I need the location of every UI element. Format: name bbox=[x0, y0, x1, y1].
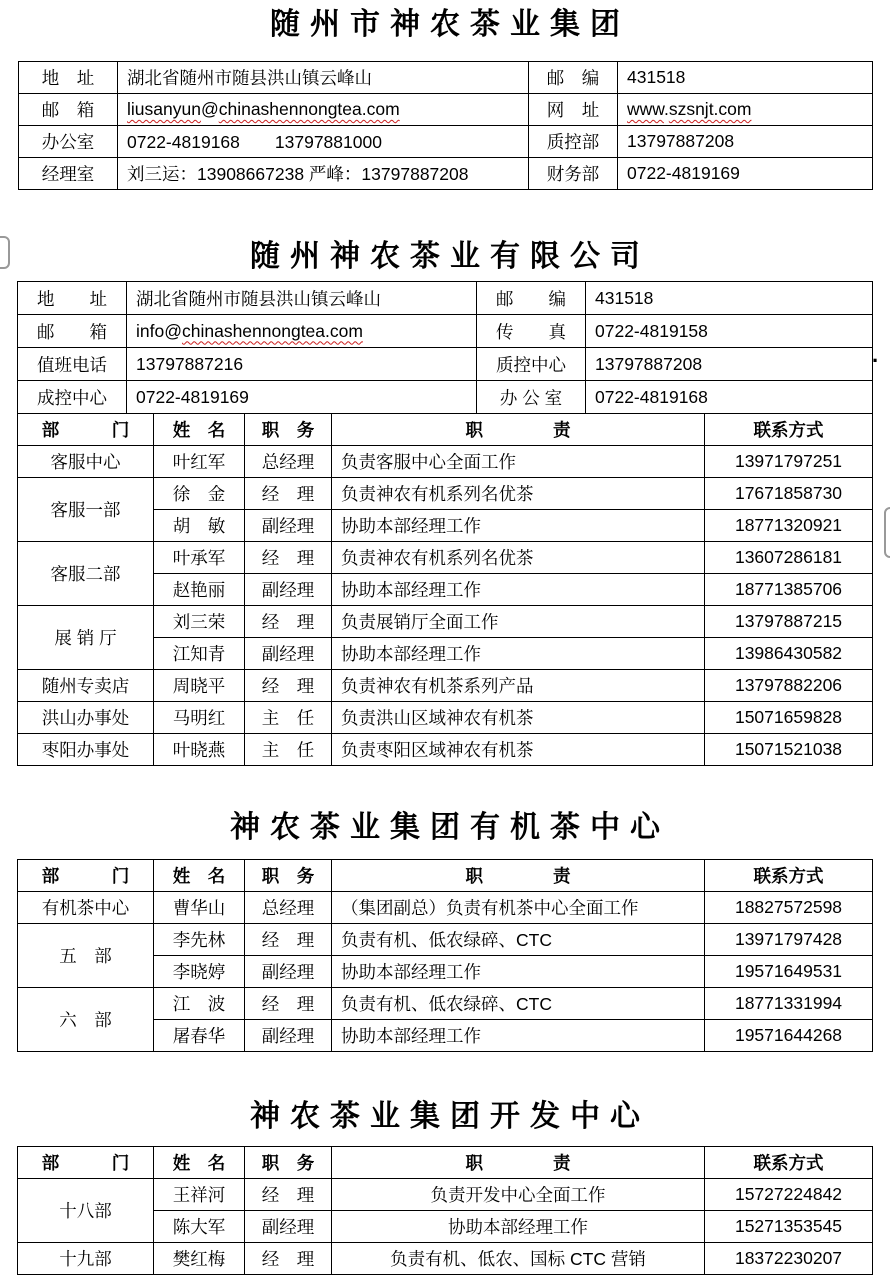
text-segment: 0722-4819169 bbox=[136, 386, 249, 407]
staff-header-row bbox=[18, 859, 873, 891]
dept-cell: 十九部 bbox=[18, 1242, 154, 1274]
name-cell: 马明红 bbox=[154, 701, 245, 733]
staff-row bbox=[18, 1178, 873, 1210]
contact-row bbox=[19, 94, 873, 126]
phone-cell: 15271353545 bbox=[705, 1210, 873, 1242]
duty-cell: 协助本部经理工作 bbox=[332, 573, 705, 605]
stray-period: . bbox=[872, 342, 879, 367]
right-edge-handle[interactable] bbox=[884, 507, 890, 558]
contact-label: 成控中心 bbox=[18, 381, 127, 414]
position-cell: 副经理 bbox=[245, 637, 332, 669]
position-cell: 总经理 bbox=[245, 445, 332, 477]
staff-row bbox=[18, 701, 873, 733]
staff-header-cell: 职 责 bbox=[332, 413, 705, 445]
position-cell: 主 任 bbox=[245, 701, 332, 733]
contact-row bbox=[18, 315, 873, 348]
dept-cell: 客服中心 bbox=[18, 445, 154, 477]
contact-value bbox=[618, 126, 873, 158]
text-segment: liusanyun bbox=[127, 99, 201, 119]
contact-value bbox=[118, 126, 529, 158]
phone-cell: 19571644268 bbox=[705, 1019, 873, 1051]
dev-center-staff-table bbox=[17, 1146, 873, 1275]
contact-value bbox=[618, 94, 873, 126]
phone-cell: 19571649531 bbox=[705, 955, 873, 987]
contact-label: 值班电话 bbox=[18, 348, 127, 381]
duty-cell: 负责神农有机系列名优茶 bbox=[332, 541, 705, 573]
contact-label: 财务部 bbox=[529, 158, 618, 190]
staff-header-cell: 职 责 bbox=[332, 859, 705, 891]
staff-header-cell: 姓 名 bbox=[154, 1146, 245, 1178]
text-segment: 431518 bbox=[595, 287, 654, 308]
contact-row bbox=[18, 282, 873, 315]
staff-header-cell: 联系方式 bbox=[705, 1146, 873, 1178]
position-cell: 经 理 bbox=[245, 923, 332, 955]
name-cell: 周晓平 bbox=[154, 669, 245, 701]
phone-cell: 18771320921 bbox=[705, 509, 873, 541]
position-cell: 经 理 bbox=[245, 1178, 332, 1210]
position-cell: 总经理 bbox=[245, 891, 332, 923]
staff-row bbox=[18, 1242, 873, 1274]
text-segment: 0722-4819158 bbox=[595, 320, 708, 341]
staff-header-cell: 职 务 bbox=[245, 859, 332, 891]
name-cell: 赵艳丽 bbox=[154, 573, 245, 605]
contact-label: 办公室 bbox=[19, 126, 118, 158]
contact-value bbox=[118, 62, 529, 94]
staff-header-cell: 部 门 bbox=[18, 859, 154, 891]
dept-cell: 十八部 bbox=[18, 1178, 154, 1242]
staff-header-row bbox=[18, 413, 873, 445]
text-segment: 0722-4819169 bbox=[627, 163, 740, 183]
position-cell: 经 理 bbox=[245, 1242, 332, 1274]
contact-label: 质控部 bbox=[529, 126, 618, 158]
staff-row bbox=[18, 987, 873, 1019]
dept-cell: 有机茶中心 bbox=[18, 891, 154, 923]
contact-label: 地 址 bbox=[18, 282, 127, 315]
contact-value bbox=[127, 315, 477, 348]
staff-header-cell: 部 门 bbox=[18, 413, 154, 445]
contact-label: 网 址 bbox=[529, 94, 618, 126]
name-cell: 叶红军 bbox=[154, 445, 245, 477]
position-cell: 经 理 bbox=[245, 477, 332, 509]
contact-value bbox=[118, 94, 529, 126]
text-segment: 刘三运：13908667238 严峰：13797887208 bbox=[127, 164, 469, 184]
dept-cell: 洪山办事处 bbox=[18, 701, 154, 733]
duty-cell: 负责有机、低农绿碎、CTC bbox=[332, 987, 705, 1019]
name-cell: 刘三荣 bbox=[154, 605, 245, 637]
dept-cell: 枣阳办事处 bbox=[18, 733, 154, 765]
dept-cell: 客服二部 bbox=[18, 541, 154, 605]
duty-cell: 负责有机、低农、国标 CTC 营销 bbox=[332, 1242, 705, 1274]
position-cell: 经 理 bbox=[245, 987, 332, 1019]
name-cell: 王祥河 bbox=[154, 1178, 245, 1210]
staff-row bbox=[18, 477, 873, 509]
position-cell: 主 任 bbox=[245, 733, 332, 765]
phone-cell: 18771331994 bbox=[705, 987, 873, 1019]
dept-cell: 六 部 bbox=[18, 987, 154, 1051]
contact-value bbox=[586, 381, 873, 414]
section-title-company: 随州神农茶业有限公司 bbox=[250, 240, 650, 273]
position-cell: 副经理 bbox=[245, 955, 332, 987]
text-segment: 0722-4819168 13797881000 bbox=[127, 132, 382, 152]
name-cell: 李晓婷 bbox=[154, 955, 245, 987]
staff-row bbox=[18, 669, 873, 701]
contact-label: 办 公 室 bbox=[477, 381, 586, 414]
position-cell: 经 理 bbox=[245, 605, 332, 637]
duty-cell: 负责客服中心全面工作 bbox=[332, 445, 705, 477]
contact-row bbox=[18, 381, 873, 414]
contact-value bbox=[586, 282, 873, 315]
phone-cell: 13607286181 bbox=[705, 541, 873, 573]
contact-label: 邮 箱 bbox=[18, 315, 127, 348]
text-segment: @ bbox=[200, 99, 219, 119]
name-cell: 屠春华 bbox=[154, 1019, 245, 1051]
group-contact-table bbox=[18, 61, 873, 190]
contact-row bbox=[19, 126, 873, 158]
phone-cell: 15071521038 bbox=[705, 733, 873, 765]
contact-label: 经理室 bbox=[19, 158, 118, 190]
name-cell: 江知青 bbox=[154, 637, 245, 669]
text-segment: 13797887216 bbox=[136, 353, 244, 374]
section-title-dev-center: 神农茶业集团开发中心 bbox=[250, 1099, 650, 1133]
staff-header-cell: 姓 名 bbox=[154, 413, 245, 445]
phone-cell: 15727224842 bbox=[705, 1178, 873, 1210]
text-segment: 431518 bbox=[627, 67, 686, 87]
name-cell: 徐 金 bbox=[154, 477, 245, 509]
phone-cell: 13797882206 bbox=[705, 669, 873, 701]
text-segment: 13797887208 bbox=[595, 353, 703, 374]
staff-header-cell: 联系方式 bbox=[705, 413, 873, 445]
contact-value bbox=[127, 348, 477, 381]
phone-cell: 13797887215 bbox=[705, 605, 873, 637]
staff-row bbox=[18, 733, 873, 765]
contact-label: 邮 编 bbox=[529, 62, 618, 94]
text-segment: 13797887208 bbox=[627, 131, 735, 151]
staff-row bbox=[18, 445, 873, 477]
duty-cell: 负责神农有机系列名优茶 bbox=[332, 477, 705, 509]
contact-value bbox=[118, 158, 529, 190]
name-cell: 胡 敏 bbox=[154, 509, 245, 541]
dept-cell: 五 部 bbox=[18, 923, 154, 987]
contact-value bbox=[127, 282, 477, 315]
name-cell: 樊红梅 bbox=[154, 1242, 245, 1274]
name-cell: 叶晓燕 bbox=[154, 733, 245, 765]
contact-row bbox=[18, 348, 873, 381]
phone-cell: 13971797251 bbox=[705, 445, 873, 477]
contact-label: 传 真 bbox=[477, 315, 586, 348]
company-contact-table bbox=[17, 281, 873, 414]
dept-cell: 客服一部 bbox=[18, 477, 154, 541]
phone-cell: 15071659828 bbox=[705, 701, 873, 733]
contact-label: 邮 编 bbox=[477, 282, 586, 315]
phone-cell: 18771385706 bbox=[705, 573, 873, 605]
duty-cell: 协助本部经理工作 bbox=[332, 637, 705, 669]
section-title-group: 随州市神农茶业集团 bbox=[270, 8, 630, 41]
name-cell: 陈大军 bbox=[154, 1210, 245, 1242]
name-cell: 曹华山 bbox=[154, 891, 245, 923]
text-segment: szsnjt.com bbox=[668, 99, 752, 119]
phone-cell: 13971797428 bbox=[705, 923, 873, 955]
duty-cell: （集团副总）负责有机茶中心全面工作 bbox=[332, 891, 705, 923]
duty-cell: 协助本部经理工作 bbox=[332, 1019, 705, 1051]
contact-label: 质控中心 bbox=[477, 348, 586, 381]
contact-row bbox=[19, 158, 873, 190]
duty-cell: 负责展销厅全面工作 bbox=[332, 605, 705, 637]
duty-cell: 负责开发中心全面工作 bbox=[332, 1178, 705, 1210]
staff-header-cell: 部 门 bbox=[18, 1146, 154, 1178]
name-cell: 李先林 bbox=[154, 923, 245, 955]
contact-value bbox=[586, 315, 873, 348]
name-cell: 江 波 bbox=[154, 987, 245, 1019]
staff-header-cell: 职 责 bbox=[332, 1146, 705, 1178]
contact-value bbox=[618, 158, 873, 190]
text-segment: 湖北省随州市随县洪山镇云峰山 bbox=[127, 68, 372, 88]
phone-cell: 13986430582 bbox=[705, 637, 873, 669]
duty-cell: 协助本部经理工作 bbox=[332, 1210, 705, 1242]
staff-header-cell: 职 务 bbox=[245, 413, 332, 445]
staff-header-cell: 职 务 bbox=[245, 1146, 332, 1178]
dept-cell: 随州专卖店 bbox=[18, 669, 154, 701]
position-cell: 副经理 bbox=[245, 1019, 332, 1051]
staff-row bbox=[18, 923, 873, 955]
staff-header-cell: 姓 名 bbox=[154, 859, 245, 891]
text-segment: chinashennongtea.com bbox=[181, 320, 363, 341]
phone-cell: 17671858730 bbox=[705, 477, 873, 509]
duty-cell: 协助本部经理工作 bbox=[332, 509, 705, 541]
phone-cell: 18827572598 bbox=[705, 891, 873, 923]
position-cell: 副经理 bbox=[245, 573, 332, 605]
contact-label: 邮 箱 bbox=[19, 94, 118, 126]
contact-label: 地 址 bbox=[19, 62, 118, 94]
text-segment: info@ bbox=[136, 320, 182, 341]
staff-header-cell: 联系方式 bbox=[705, 859, 873, 891]
position-cell: 经 理 bbox=[245, 541, 332, 573]
duty-cell: 负责枣阳区域神农有机茶 bbox=[332, 733, 705, 765]
staff-header-row bbox=[18, 1146, 873, 1178]
contact-value bbox=[127, 381, 477, 414]
name-cell: 叶承军 bbox=[154, 541, 245, 573]
text-segment: chinashennongtea.com bbox=[218, 99, 400, 119]
staff-row bbox=[18, 891, 873, 923]
contact-row bbox=[19, 62, 873, 94]
position-cell: 副经理 bbox=[245, 1210, 332, 1242]
staff-row bbox=[18, 541, 873, 573]
duty-cell: 协助本部经理工作 bbox=[332, 955, 705, 987]
position-cell: 经 理 bbox=[245, 669, 332, 701]
section-title-organic-center: 神农茶业集团有机茶中心 bbox=[230, 810, 670, 844]
text-segment: 湖北省随州市随县洪山镇云峰山 bbox=[136, 288, 381, 309]
contact-value bbox=[586, 348, 873, 381]
organic-center-staff-table bbox=[17, 859, 873, 1052]
position-cell: 副经理 bbox=[245, 509, 332, 541]
company-staff-table bbox=[17, 413, 873, 766]
staff-row bbox=[18, 605, 873, 637]
dept-cell: 展 销 厅 bbox=[18, 605, 154, 669]
duty-cell: 负责洪山区域神农有机茶 bbox=[332, 701, 705, 733]
contact-value bbox=[618, 62, 873, 94]
left-edge-handle[interactable] bbox=[0, 236, 10, 269]
duty-cell: 负责神农有机茶系列产品 bbox=[332, 669, 705, 701]
duty-cell: 负责有机、低农绿碎、CTC bbox=[332, 923, 705, 955]
text-segment: 0722-4819168 bbox=[595, 386, 708, 407]
text-segment: . bbox=[663, 99, 669, 119]
text-segment: www bbox=[627, 99, 664, 119]
phone-cell: 18372230207 bbox=[705, 1242, 873, 1274]
